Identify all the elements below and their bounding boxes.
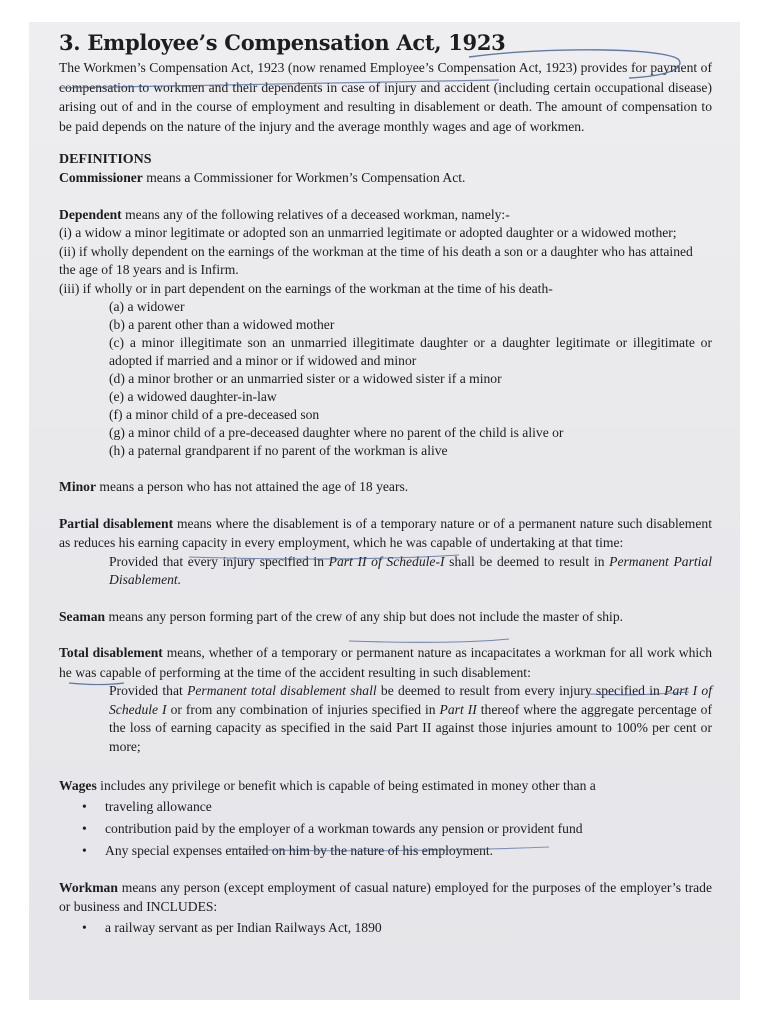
list-item bbox=[82, 840, 712, 862]
dependent-clause-i: (i) a widow a minor legitimate or adopted son an unmarried legitimate or adopted daughter or a widowed mother; bbox=[59, 225, 677, 240]
list-item-text: traveling allowance bbox=[105, 798, 212, 814]
dependent-item-g: (g) a minor child of a pre-deceased daughter where no parent of the child is alive or bbox=[109, 425, 564, 440]
partial-disablement-text: means where the disablement is of a temporary nature or of a permanent nature such disablement as reduces his earning capacity in every employment, which he was capable of undertaking at that time: bbox=[59, 515, 712, 550]
term-workman: Workman bbox=[59, 879, 118, 895]
definition-minor bbox=[59, 477, 712, 497]
bullet-icon: • bbox=[82, 919, 87, 935]
proviso-text-2: be deemed to result from every injury specified in bbox=[376, 683, 665, 698]
page-title: 3. Employee’s Compensation Act, 1923 bbox=[59, 30, 506, 55]
list-item bbox=[82, 917, 712, 939]
dependent-clause-iii: (iii) if wholly or in part dependent on the earnings of the workman at the time of his death- bbox=[59, 280, 553, 296]
proviso-text: Provided that bbox=[109, 683, 188, 698]
dependent-item-b: (b) a parent other than a widowed mother bbox=[109, 317, 335, 332]
dependent-item-f: (f) a minor child of a pre-deceased son bbox=[109, 407, 320, 422]
proviso-reference-2: Part II bbox=[439, 701, 477, 717]
dependent-clause-ii: (ii) if wholly dependent on the earnings of the workman at the time of his death a son or a daughter who has attained the age of 18 years and is Infirm. bbox=[59, 243, 693, 277]
document-page bbox=[29, 22, 740, 1000]
list-item-text: a railway servant as per Indian Railways Act, 1890 bbox=[105, 919, 382, 935]
workman-includes-list bbox=[59, 917, 712, 939]
term-commissioner: Commissioner bbox=[59, 170, 143, 185]
dependent-item-d: (d) a minor brother or an unmarried sister or a widowed sister if a minor bbox=[109, 371, 502, 386]
proviso-text-3: or from any combination of injuries specified in bbox=[166, 701, 440, 717]
total-disablement-text: means, whether of a temporary or permanent nature as incapacitates a workman for all work which he was capable of performing at the time of the accident resulting in such disablement: bbox=[59, 645, 712, 680]
commissioner-text: means a Commissioner for Workmen’s Compensation Act. bbox=[142, 170, 466, 185]
seaman-text: means any person forming part of the crew of any ship but does not include the master of ship. bbox=[105, 608, 624, 624]
definition-workman bbox=[59, 878, 712, 917]
list-item bbox=[82, 796, 712, 818]
wages-text: includes any privilege or benefit which is capable of being estimated in money other than a bbox=[96, 778, 596, 793]
definition-commissioner bbox=[59, 169, 712, 188]
definition-seaman bbox=[59, 607, 712, 627]
definitions-heading: DEFINITIONS bbox=[59, 152, 152, 167]
list-item-text: contribution paid by the employer of a workman towards any pension or provident fund bbox=[105, 820, 583, 836]
term-minor: Minor bbox=[59, 479, 96, 494]
wages-exclusion-list bbox=[59, 796, 712, 862]
definition-wages bbox=[59, 776, 712, 796]
dependent-text: means any of the following relatives of a deceased workman, namely:- bbox=[121, 206, 510, 222]
bullet-icon: • bbox=[82, 842, 87, 858]
proviso-emphasis: Permanent total disablement shall bbox=[187, 683, 377, 698]
definition-dependent bbox=[59, 205, 712, 225]
term-wages: Wages bbox=[59, 778, 97, 793]
proviso-reference: Part II of Schedule-I bbox=[328, 553, 445, 569]
minor-text: means a person who has not attained the age of 18 years. bbox=[96, 479, 409, 494]
term-partial-disablement: Partial disablement bbox=[59, 515, 174, 531]
dependent-item-h: (h) a paternal grandparent if no parent of the workman is alive bbox=[109, 443, 448, 458]
total-disablement-proviso bbox=[109, 682, 712, 756]
workman-text: means any person (except employment of casual nature) employed for the purposes of the employer’s trade or business and INCLUDES: bbox=[59, 879, 712, 914]
proviso-text-4: thereof where the aggregate percentage of the loss of earning capacity as specified in the said Part II against those injuries amount to 100% per cent or more; bbox=[109, 701, 713, 754]
definition-partial-disablement bbox=[59, 514, 712, 553]
dependent-item-e: (e) a widowed daughter-in-law bbox=[109, 389, 277, 404]
bullet-icon: • bbox=[82, 820, 87, 836]
partial-disablement-proviso bbox=[109, 553, 712, 590]
dependent-item-c: (c) a minor illegitimate son an unmarried illegitimate daughter or a daughter legitimate or illegitimate or adopted if married and a minor or if widowed and minor bbox=[109, 335, 712, 368]
list-item-text: Any special expenses entailed on him by the nature of his employment. bbox=[105, 842, 494, 858]
dependent-item-a: (a) a widower bbox=[109, 299, 185, 314]
intro-paragraph: The Workmen’s Compensation Act, 1923 (now renamed Employee’s Compensation Act, 1923) provides for payment of compensation to workmen and their dependents in case of injury and accident (including certain occupational disease) arising out of and in the course of employment and resulting in disablement or death. The amount of compensation to be paid depends on the nature of the injury and the average monthly wages and age of workmen. bbox=[59, 60, 712, 134]
definition-total-disablement bbox=[59, 643, 712, 682]
proviso-result: Permanent Partial Disablement. bbox=[109, 553, 712, 587]
term-dependent: Dependent bbox=[59, 206, 122, 222]
pen-underline-stroke bbox=[349, 639, 509, 642]
proviso-reference: Part I of Schedule I bbox=[109, 683, 712, 717]
bullet-icon: • bbox=[82, 798, 87, 814]
dependent-item-list bbox=[109, 298, 712, 460]
list-item bbox=[82, 818, 712, 840]
term-total-disablement: Total disablement bbox=[59, 645, 163, 660]
term-seaman: Seaman bbox=[59, 608, 106, 624]
proviso-text-2: shall be deemed to result in bbox=[444, 553, 610, 569]
proviso-text: Provided that every injury specified in bbox=[109, 553, 329, 569]
